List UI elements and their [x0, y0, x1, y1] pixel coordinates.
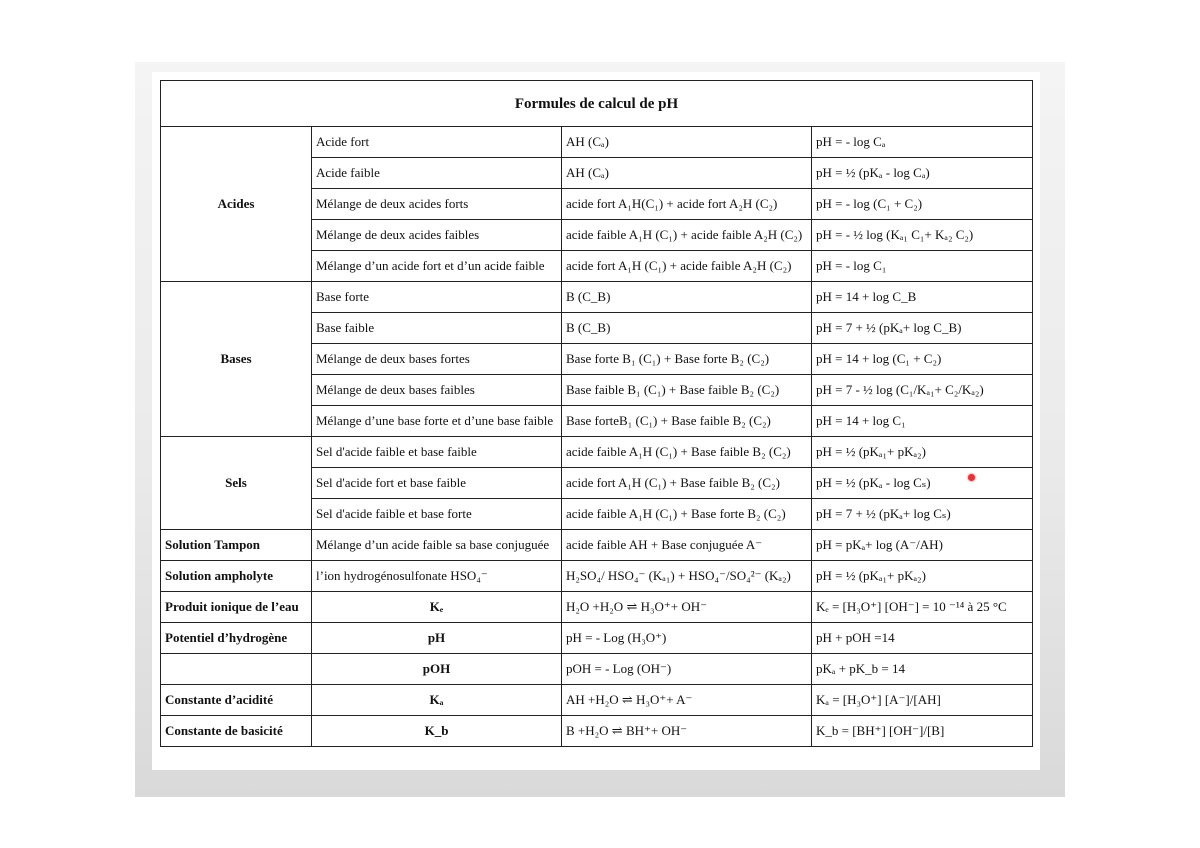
table-row — [161, 716, 1033, 747]
row-label: Mélange de deux acides faibles — [312, 220, 562, 251]
table-row — [161, 623, 1033, 654]
tampon-ph: pH = pKₐ+ log (A⁻/AH) — [812, 530, 1033, 561]
row-label: Sel d'acide fort et base faible — [312, 468, 562, 499]
row-label: Acide fort — [312, 127, 562, 158]
eau-ph: Kₑ = [H₃O⁺] [OH⁻] = 10 ⁻¹⁴ à 25 °C — [812, 592, 1033, 623]
acidite-ph: Kₐ = [H₃O⁺] [A⁻]/[AH] — [812, 685, 1033, 716]
table-row — [161, 437, 1033, 468]
row-ph: pH = - log C₁ — [812, 251, 1033, 282]
tampon-formula: acide faible AH + Base conjuguée A⁻ — [562, 530, 812, 561]
table-title: Formules de calcul de pH — [161, 81, 1033, 127]
row-ph: pH = 7 + ½ (pKₐ+ log C_B) — [812, 313, 1033, 344]
table-row — [161, 127, 1033, 158]
tampon-name: Solution Tampon — [161, 530, 312, 561]
eau-formula: H₂O +H₂O ⇌ H₃O⁺+ OH⁻ — [562, 592, 812, 623]
row-label: Sel d'acide faible et base forte — [312, 499, 562, 530]
row-ph: pH = - ½ log (Kₐ₁ C₁+ Kₐ₂ C₂) — [812, 220, 1033, 251]
table-row — [161, 282, 1033, 313]
basicite-ph: K_b = [BH⁺] [OH⁻]/[B] — [812, 716, 1033, 747]
row-formula: B (C_B) — [562, 313, 812, 344]
row-ph: pH = 7 + ½ (pKₐ+ log Cₛ) — [812, 499, 1033, 530]
row-ph: pH = 14 + log C₁ — [812, 406, 1033, 437]
row-label: Mélange de deux bases fortes — [312, 344, 562, 375]
row-ph: pH = 14 + log (C₁ + C₂) — [812, 344, 1033, 375]
potentiel-symbol-poh: pOH — [312, 654, 562, 685]
tampon-label: Mélange d’un acide faible sa base conjuguée — [312, 530, 562, 561]
row-ph: pH = ½ (pKₐ - log Cₛ) — [812, 468, 1033, 499]
row-ph: pH = ½ (pKₐ₁+ pKₐ₂) — [812, 437, 1033, 468]
acidite-name: Constante d’acidité — [161, 685, 312, 716]
pointer-dot — [968, 474, 975, 481]
row-formula: B (C_B) — [562, 282, 812, 313]
ampholyte-formula: H₂SO₄/ HSO₄⁻ (Kₐ₁) + HSO₄⁻/SO₄²⁻ (Kₐ₂) — [562, 561, 812, 592]
row-label: Mélange de deux acides forts — [312, 189, 562, 220]
row-ph: pH = - log (C₁ + C₂) — [812, 189, 1033, 220]
row-ph: pH = - log Cₐ — [812, 127, 1033, 158]
basicite-formula: B +H₂O ⇌ BH⁺+ OH⁻ — [562, 716, 812, 747]
acidite-formula: AH +H₂O ⇌ H₃O⁺+ A⁻ — [562, 685, 812, 716]
row-ph: pH = 14 + log C_B — [812, 282, 1033, 313]
eau-symbol: Kₑ — [312, 592, 562, 623]
row-formula: acide fort A₁H (C₁) + Base faible B₂ (C₂) — [562, 468, 812, 499]
group-acides: Acides — [161, 127, 312, 282]
row-formula: acide fort A₁H (C₁) + acide faible A₂H (C₂) — [562, 251, 812, 282]
potentiel-formula-ph: pH = - Log (H₃O⁺) — [562, 623, 812, 654]
row-formula: acide faible A₁H (C₁) + Base faible B₂ (C₂) — [562, 437, 812, 468]
table-row — [161, 654, 1033, 685]
row-formula: acide fort A₁H(C₁) + acide fort A₂H (C₂) — [562, 189, 812, 220]
row-label: Sel d'acide faible et base faible — [312, 437, 562, 468]
ampholyte-name: Solution ampholyte — [161, 561, 312, 592]
table-row — [161, 530, 1033, 561]
row-formula: Base forteB₁ (C₁) + Base faible B₂ (C₂) — [562, 406, 812, 437]
potentiel-symbol-ph: pH — [312, 623, 562, 654]
table-row — [161, 685, 1033, 716]
potentiel-relation-1: pH + pOH =14 — [812, 623, 1033, 654]
empty-cell — [161, 654, 312, 685]
potentiel-relation-2: pKₐ + pK_b = 14 — [812, 654, 1033, 685]
table-row — [161, 561, 1033, 592]
row-label: Mélange de deux bases faibles — [312, 375, 562, 406]
row-label: Acide faible — [312, 158, 562, 189]
row-ph: pH = 7 - ½ log (C₁/Kₐ₁+ C₂/Kₐ₂) — [812, 375, 1033, 406]
row-label: Base forte — [312, 282, 562, 313]
group-bases: Bases — [161, 282, 312, 437]
eau-name: Produit ionique de l’eau — [161, 592, 312, 623]
acidite-symbol: Kₐ — [312, 685, 562, 716]
row-formula: acide faible A₁H (C₁) + Base forte B₂ (C₂) — [562, 499, 812, 530]
row-formula: acide faible A₁H (C₁) + acide faible A₂H (C₂) — [562, 220, 812, 251]
row-formula: Base faible B₁ (C₁) + Base faible B₂ (C₂) — [562, 375, 812, 406]
ampholyte-label: l’ion hydrogénosulfonate HSO₄⁻ — [312, 561, 562, 592]
row-label: Mélange d’une base forte et d’une base faible — [312, 406, 562, 437]
row-ph: pH = ½ (pKₐ - log Cₐ) — [812, 158, 1033, 189]
row-formula: Base forte B₁ (C₁) + Base forte B₂ (C₂) — [562, 344, 812, 375]
basicite-name: Constante de basicité — [161, 716, 312, 747]
group-sels: Sels — [161, 437, 312, 530]
row-label: Base faible — [312, 313, 562, 344]
ph-formulas-table — [160, 80, 1033, 747]
potentiel-formula-poh: pOH = - Log (OH⁻) — [562, 654, 812, 685]
ampholyte-ph: pH = ½ (pKₐ₁+ pKₐ₂) — [812, 561, 1033, 592]
row-formula: AH (Cₐ) — [562, 158, 812, 189]
table-row — [161, 592, 1033, 623]
basicite-symbol: K_b — [312, 716, 562, 747]
potentiel-name: Potentiel d’hydrogène — [161, 623, 312, 654]
row-formula: AH (Cₐ) — [562, 127, 812, 158]
row-label: Mélange d’un acide fort et d’un acide faible — [312, 251, 562, 282]
